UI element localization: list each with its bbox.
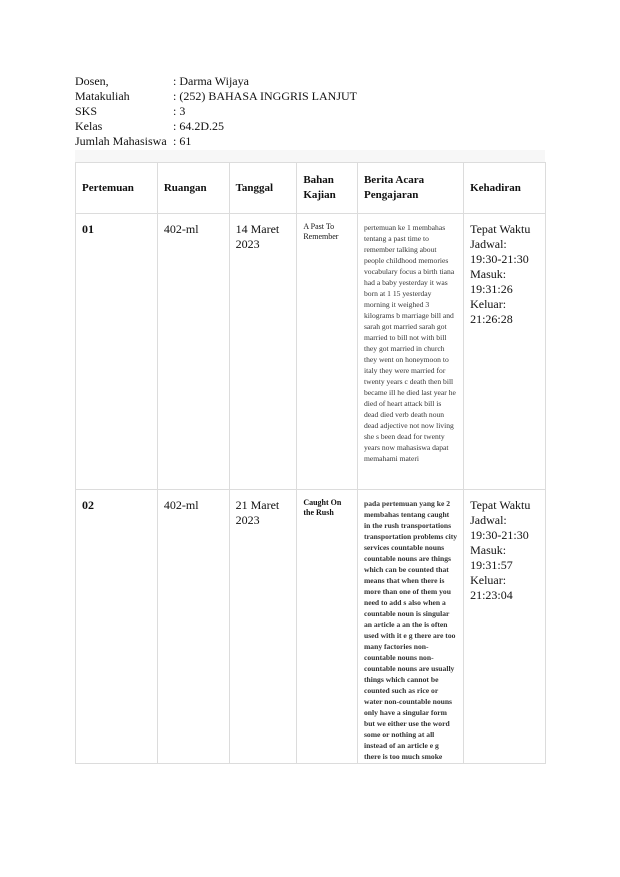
dosen-label: Dosen,	[75, 74, 109, 88]
dosen-value: : Darma Wijaya	[173, 74, 249, 88]
table-row	[76, 214, 546, 490]
cell-ruangan: 402-ml	[157, 490, 229, 764]
table-row	[76, 490, 546, 764]
kelas-value: : 64.2D.25	[173, 119, 224, 133]
cell-bahan-kajian: A Past To Remember	[297, 214, 358, 490]
cell-kehadiran	[464, 490, 546, 764]
masuk-label: Masuk:	[470, 543, 507, 557]
info-row-kelas	[75, 119, 357, 134]
header-tanggal: Tanggal	[229, 163, 297, 214]
jadwal-label: Jadwal:	[470, 513, 507, 527]
info-row-matakuliah	[75, 89, 357, 104]
matakuliah-label: Matakuliah	[75, 89, 130, 103]
masuk-value: 19:31:26	[470, 282, 513, 296]
keluar-label: Keluar:	[470, 573, 507, 587]
masuk-label: Masuk:	[470, 267, 507, 281]
cell-tanggal: 21 Maret 2023	[229, 490, 297, 764]
cell-bahan-kajian: Caught On the Rush	[297, 490, 358, 764]
keluar-label: Keluar:	[470, 297, 507, 311]
info-row-sks	[75, 104, 357, 119]
jadwal-value: 19:30-21:30	[470, 528, 529, 542]
masuk-value: 19:31:57	[470, 558, 513, 572]
jumlah-label: Jumlah Mahasiswa	[75, 134, 167, 148]
header-ruangan: Ruangan	[157, 163, 229, 214]
cell-ruangan: 402-ml	[157, 214, 229, 490]
jadwal-label: Jadwal:	[470, 237, 507, 251]
keluar-value: 21:26:28	[470, 312, 513, 326]
cell-pertemuan: 01	[76, 214, 158, 490]
matakuliah-value: : (252) BAHASA INGGRIS LANJUT	[173, 89, 358, 103]
header-band	[75, 150, 545, 162]
cell-kehadiran	[464, 214, 546, 490]
header-berita-acara: Berita Acara Pengajaran	[357, 163, 463, 214]
header-kehadiran: Kehadiran	[464, 163, 546, 214]
keluar-value: 21:23:04	[470, 588, 513, 602]
course-info	[75, 74, 357, 149]
header-bahan-kajian: Bahan Kajian	[297, 163, 358, 214]
sks-label: SKS	[75, 104, 98, 118]
cell-berita-acara: pada pertemuan yang ke 2 membahas tentang caught in the rush transportations transportation problems city services countable nouns countable nouns are things which can be counted that means that when there is more than one of them you need to add s also when a countable noun is singular an article a an the is often used with it e g there are too many factories non-countable nouns non-countable nouns are usually things which cannot be counted such as rice or water non-countable nouns only have a singular form but we either use the word some or nothing at all instead of an article e g there is too much smoke	[357, 490, 463, 764]
header-pertemuan: Pertemuan	[76, 163, 158, 214]
info-row-dosen	[75, 74, 357, 89]
info-row-jumlah	[75, 134, 357, 149]
jadwal-value: 19:30-21:30	[470, 252, 529, 266]
cell-berita-acara: pertemuan ke 1 membahas tentang a past time to remember talking about people childhood memories vocabulary focus a birth tiana had a baby yesterday it was born at 1 15 yesterday morning it weighed 3 kilograms b marriage bill and sarah got married sarah got married to bill not with bill they got married in church they went on honeymoon to italy they were married for twenty years c death then bill became ill he died last year he died of heart attack bill is dead died verb death noun dead adjective not now living she s been dead for twenty years now mahasiswa dapat memahami materi	[357, 214, 463, 490]
sks-value: : 3	[173, 104, 186, 118]
schedule-table	[75, 162, 546, 764]
table-header-row	[76, 163, 546, 214]
kelas-label: Kelas	[75, 119, 103, 133]
attendance-status: Tepat Waktu	[470, 222, 531, 236]
cell-pertemuan: 02	[76, 490, 158, 764]
jumlah-value: : 61	[173, 134, 192, 148]
attendance-status: Tepat Waktu	[470, 498, 531, 512]
cell-tanggal: 14 Maret 2023	[229, 214, 297, 490]
